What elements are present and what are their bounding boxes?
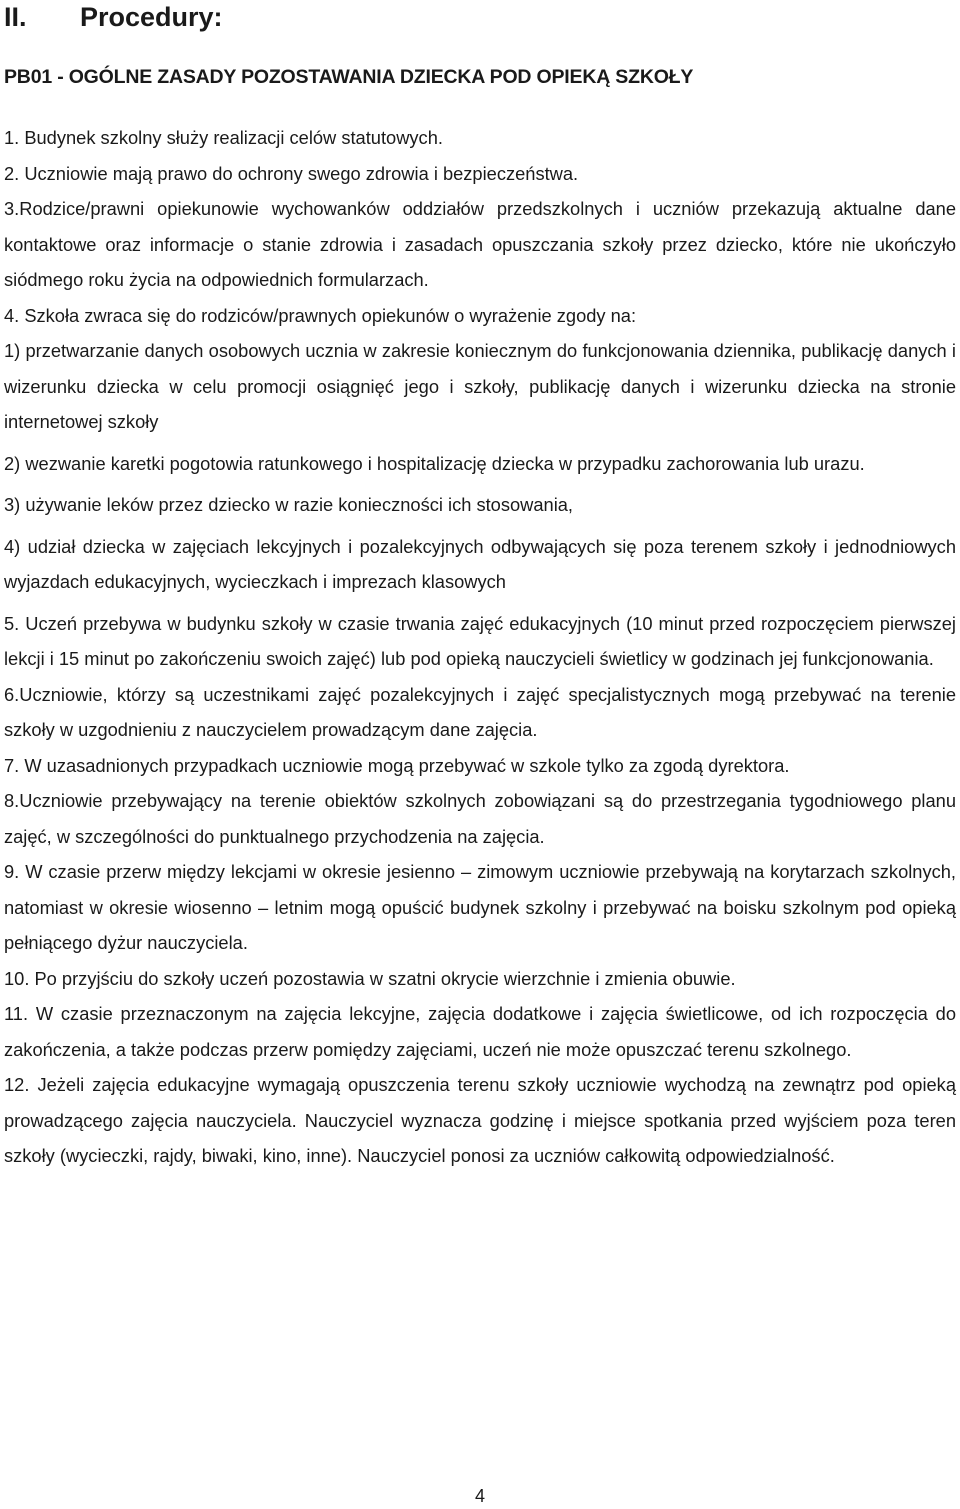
list-item-12: 12. Jeżeli zajęcia edukacyjne wymagają opuszczenia terenu szkoły uczniowie wychodzą na zewnątrz pod opieką prowadzącego zajęcia nauczyciela. Nauczyciel wyznacza godzinę i miejsce spotkania przed wyjściem poza teren szkoły (wycieczki, rajdy, biwaki, kino, inne). Nauczyciel ponosi za uczniów całkowitą odpowiedzialność. <box>4 1074 956 1166</box>
section-title: Procedury: <box>80 2 223 32</box>
list-item-11: 11. W czasie przeznaczonym na zajęcia lekcyjne, zajęcia dodatkowe i zajęcia świetlicowe, od ich rozpoczęcia do zakończenia, a także podczas przerw pomiędzy zajęciami, uczeń nie może opuszczać terenu szkolnego. <box>4 1003 956 1060</box>
list-item-4: 4. Szkoła zwraca się do rodziców/prawnych opiekunów o wyrażenie zgody na: <box>4 304 637 326</box>
list-item-6: 6.Uczniowie, którzy są uczestnikami zajęć pozalekcyjnych i zajęć specjalistycznych mogą przebywać na terenie szkoły w uzgodnieniu z nauczycielem prowadzącym dane zajęcia. <box>4 683 956 740</box>
procedure-title: PB01 - OGÓLNE ZASADY POZOSTAWANIA DZIECKA POD OPIEKĄ SZKOŁY <box>4 66 694 88</box>
list-item-1: 1. Budynek szkolny służy realizacji celów statutowych. <box>4 127 443 148</box>
consent-item-1: 1) przetwarzanie danych osobowych ucznia w zakresie koniecznym do funkcjonowania dziennika, publikację danych i wizerunku dziecka w celu promocji osiągnięć jego i szkoły, publikację danych i wizerunku dziecka na stronie internetowej szkoły <box>4 340 956 432</box>
list-item-2: 2. Uczniowie mają prawo do ochrony swego zdrowia i bezpieczeństwa. <box>4 162 579 184</box>
list-item-3: 3.Rodzice/prawni opiekunowie wychowanków oddziałów przedszkolnych i uczniów przekazują aktualne dane kontaktowe oraz informacje o stanie zdrowia i zasadach opuszczania szkoły przez dziecko, które nie ukończyło siódmego roku życia na odpowiednich formularzach. <box>4 198 956 290</box>
section-number: II. <box>4 2 27 32</box>
list-item-9: 9. W czasie przerw między lekcjami w okresie jesienno – zimowym uczniowie przebywają na korytarzach szkolnych, natomiast w okresie wiosenno – letnim mogą opuścić budynek szkolny i przebywać na boisku szkolnym pod opieką pełniącego dyżur nauczyciela. <box>4 861 956 953</box>
list-item-10: 10. Po przyjściu do szkoły uczeń pozostawia w szatni okrycie wierzchnie i zmienia obuwie. <box>4 967 736 989</box>
consent-item-4: 4) udział dziecka w zajęciach lekcyjnych i pozalekcyjnych odbywających się poza terenem szkoły i jednodniowych wyjazdach edukacyjnych, wycieczkach i imprezach klasowych <box>4 535 956 592</box>
page-number: 4 <box>474 1486 485 1506</box>
consent-item-2: 2) wezwanie karetki pogotowia ratunkowego i hospitalizację dziecka w przypadku zachorowania lub urazu. <box>4 452 865 474</box>
list-item-7: 7. W uzasadnionych przypadkach uczniowie mogą przebywać w szkole tylko za zgodą dyrektora. <box>4 754 790 776</box>
list-item-8: 8.Uczniowie przebywający na terenie obiektów szkolnych zobowiązani są do przestrzegania tygodniowego planu zajęć, w szczególności do punktualnego przychodzenia na zajęcia. <box>4 790 956 847</box>
section-heading <box>4 0 223 34</box>
procedure-body <box>4 120 956 1174</box>
list-item-5: 5. Uczeń przebywa w budynku szkoły w czasie trwania zajęć edukacyjnych (10 minut przed rozpoczęciem pierwszej lekcji i 15 minut po zakończeniu swoich zajęć) lub pod opieką nauczycieli świetlicy w godzinach jej funkcjonowania. <box>4 612 956 669</box>
consent-item-3: 3) używanie leków przez dziecko w razie konieczności ich stosowania, <box>4 494 574 515</box>
